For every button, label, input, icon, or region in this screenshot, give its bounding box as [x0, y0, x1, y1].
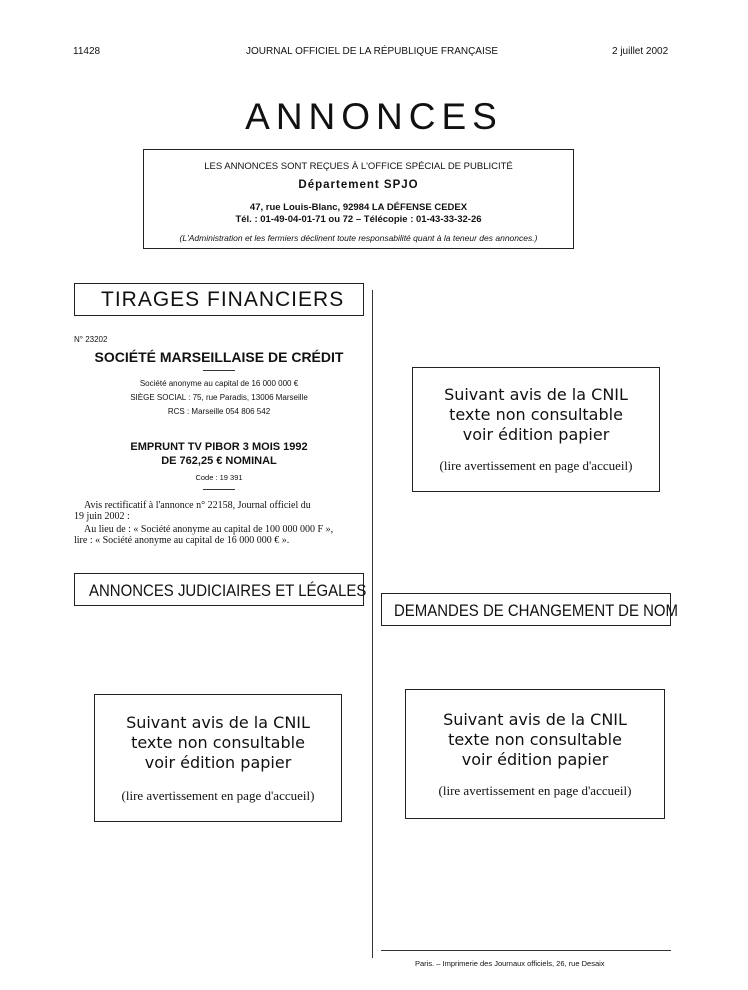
- notice-department: Département SPJO: [298, 179, 419, 191]
- publicity-notice-box: [143, 149, 574, 249]
- page-number: 11428: [73, 46, 101, 57]
- company-name: SOCIÉTÉ MARSEILLAISE DE CRÉDIT: [94, 349, 344, 365]
- cnil-line-1: Suivant avis de la CNIL: [443, 710, 627, 729]
- notice-address: 47, rue Louis-Blanc, 92984 LA DÉFENSE CEDEX: [249, 202, 468, 213]
- column-divider: [372, 290, 373, 958]
- annonce-number: N° 23202: [74, 335, 108, 344]
- cnil-line-2: texte non consultable: [449, 405, 623, 424]
- footer-rule: [381, 950, 671, 951]
- emprunt-nominal: DE 762,25 € NOMINAL: [161, 455, 277, 467]
- emprunt-rule: [203, 489, 235, 490]
- emprunt-title: EMPRUNT TV PIBOR 3 MOIS 1992: [130, 441, 308, 453]
- annonces-judiciaires-heading-box: [74, 573, 367, 606]
- cnil-line-1: Suivant avis de la CNIL: [126, 713, 310, 732]
- notice-phone: Tél. : 01-49-04-01-71 ou 72 – Télécopie : 01-43-33-32-26: [235, 214, 482, 225]
- cnil-line-2: texte non consultable: [131, 733, 305, 752]
- cnil-note: (lire avertissement en page d'accueil): [438, 783, 632, 798]
- cnil-line-2: texte non consultable: [448, 730, 622, 749]
- cnil-notice-box-right: [405, 689, 665, 819]
- changement-nom-heading: DEMANDES DE CHANGEMENT DE NOM: [394, 601, 678, 620]
- cnil-note: (lire avertissement en page d'accueil): [439, 458, 633, 473]
- changement-nom-heading-box: [381, 593, 678, 626]
- issue-date: 2 juillet 2002: [612, 46, 669, 57]
- annonces-judiciaires-heading: ANNONCES JUDICIAIRES ET LÉGALES: [89, 581, 367, 600]
- cnil-line-3: voir édition papier: [461, 750, 609, 769]
- company-rule: [203, 370, 235, 371]
- company-siege: SIÈGE SOCIAL : 75, rue Paradis, 13006 Marseille: [130, 393, 308, 402]
- lieu-de-line: Au lieu de : « Société anonyme au capital de 100 000 000 F »,: [84, 524, 334, 535]
- printer-footer: Paris. – Imprimerie des Journaux officiels, 26, rue Desaix: [415, 959, 605, 968]
- company-capital: Société anonyme au capital de 16 000 000 €: [139, 379, 299, 388]
- notice-intro: LES ANNONCES SONT REÇUES À L'OFFICE SPÉCIAL DE PUBLICITÉ: [204, 161, 513, 172]
- tirages-financiers-heading-box: [74, 283, 364, 316]
- emprunt-code: Code : 19 391: [195, 473, 243, 482]
- cnil-line-1: Suivant avis de la CNIL: [444, 385, 628, 404]
- cnil-notice-box-top: [412, 367, 660, 492]
- cnil-notice-box-left: [94, 694, 342, 822]
- avis-line-1: Avis rectificatif à l'annonce n° 22158, Journal officiel du: [84, 500, 311, 511]
- page-title: ANNONCES: [245, 96, 503, 137]
- avis-line-2: 19 juin 2002 :: [74, 511, 130, 522]
- journal-name: JOURNAL OFFICIEL DE LA RÉPUBLIQUE FRANÇAISE: [246, 46, 499, 57]
- cnil-line-3: voir édition papier: [462, 425, 610, 444]
- company-rcs: RCS : Marseille 054 806 542: [167, 407, 271, 416]
- tirages-financiers-heading: TIRAGES FINANCIERS: [101, 288, 345, 311]
- cnil-note: (lire avertissement en page d'accueil): [121, 788, 315, 803]
- notice-disclaimer: (L'Administration et les fermiers déclinent toute responsabilité quant à la teneur des annonces.): [179, 233, 538, 243]
- cnil-line-3: voir édition papier: [144, 753, 292, 772]
- lire-line: lire : « Société anonyme au capital de 16 000 000 € ».: [74, 535, 290, 546]
